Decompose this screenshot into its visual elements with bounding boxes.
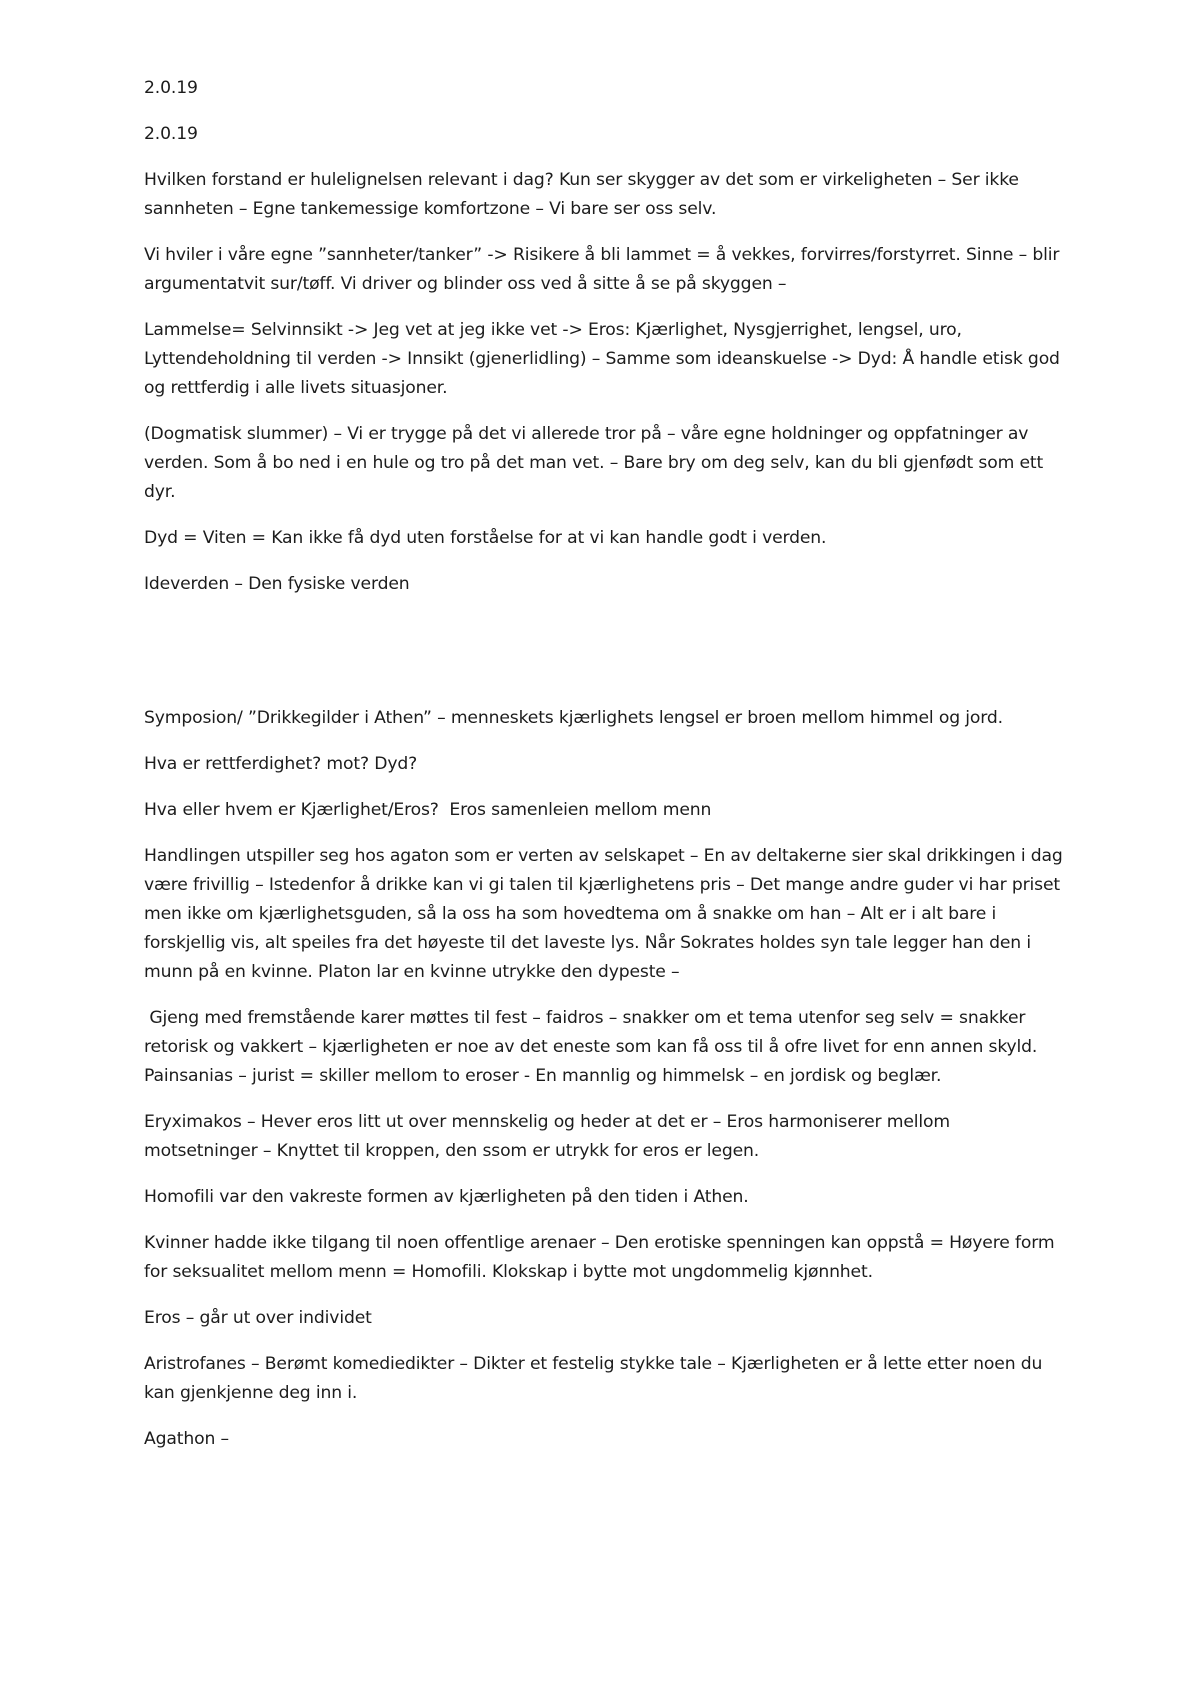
document-body xyxy=(144,74,1069,1471)
paragraph: Eryximakos – Hever eros litt ut over mennskelig og heder at det er – Eros harmoniserer mellom motsetninger – Knyttet til kroppen, den ssom er utrykk for eros er legen. xyxy=(144,1112,956,1161)
paragraph: Homofili var den vakreste formen av kjærligheten på den tiden i Athen. xyxy=(144,1187,749,1207)
paragraph: Vi hviler i våre egne ”sannheter/tanker” -> Risikere å bli lammet = å vekkes, forvirres/forstyrret. Sinne – blir argumentatvit sur/tøff. Vi driver og blinder oss ved å sitte å se på skyggen – xyxy=(144,245,1065,294)
paragraph: Lammelse= Selvinnsikt -> Jeg vet at jeg ikke vet -> Eros: Kjærlighet, Nysgjerrighet, lengsel, uro, Lyttendeholdning til verden -> Innsikt (gjenerlidling) – Samme som ideanskuelse -> Dyd: Å handle etisk god og rettferdig i alle livets situasjoner. xyxy=(144,320,1066,398)
paragraph: Kvinner hadde ikke tilgang til noen offentlige arenaer – Den erotiske spenningen kan oppstå = Høyere form for seksualitet mellom menn = Homofili. Klokskap i bytte mot ungdommelig kjønnhet. xyxy=(144,1233,1060,1282)
paragraph: Ideverden – Den fysiske verden xyxy=(144,574,410,594)
paragraph: Aristrofanes – Berømt komediedikter – Dikter et festelig stykke tale – Kjærligheten er å lette etter noen du kan gjenkjenne deg inn i. xyxy=(144,1354,1048,1403)
blank-space xyxy=(144,616,1064,704)
paragraph: Dyd = Viten = Kan ikke få dyd uten forståelse for at vi kan handle godt i verden. xyxy=(144,528,827,548)
date-line-2: 2.0.19 xyxy=(144,124,198,144)
paragraph: Agathon – xyxy=(144,1429,229,1449)
paragraph: Gjeng med fremstående karer møttes til fest – faidros – snakker om et tema utenfor seg selv = snakker retorisk og vakkert – kjærligheten er noe av det eneste som kan få oss til å ofre livet for enn annen skyld. Painsanias – jurist = skiller mellom to eroser - En mannlig og himmelsk – en jordisk og beglær. xyxy=(144,1008,1043,1086)
paragraph: Symposion/ ”Drikkegilder i Athen” – menneskets kjærlighets lengsel er broen mellom himmel og jord. xyxy=(144,708,1003,728)
date-line-1: 2.0.19 xyxy=(144,78,198,98)
paragraph: (Dogmatisk slummer) – Vi er trygge på det vi allerede tror på – våre egne holdninger og oppfatninger av verden. Som å bo ned i en hule og tro på det man vet. – Bare bry om deg selv, kan du bli gjenfødt som ett dyr. xyxy=(144,424,1049,502)
paragraph: Hvilken forstand er hulelignelsen relevant i dag? Kun ser skygger av det som er virkeligheten – Ser ikke sannheten – Egne tankemessige komfortzone – Vi bare ser oss selv. xyxy=(144,170,1025,219)
paragraph: Hva eller hvem er Kjærlighet/Eros? Eros samenleien mellom menn xyxy=(144,800,712,820)
paragraph: Hva er rettferdighet? mot? Dyd? xyxy=(144,754,418,774)
paragraph: Handlingen utspiller seg hos agaton som er verten av selskapet – En av deltakerne sier skal drikkingen i dag være frivillig – Istedenfor å drikke kan vi gi talen til kjærlighetens pris – Det mange andre guder vi har priset men ikke om kjærlighetsguden, så la oss ha som hovedtema om å snakke om han – Alt er i alt bare i forskjellig vis, alt speiles fra det høyeste til det laveste lys. Når Sokrates holdes syn tale legger han den i munn på en kvinne. Platon lar en kvinne utrykke den dypeste – xyxy=(144,846,1069,982)
paragraph: Eros – går ut over individet xyxy=(144,1308,372,1328)
